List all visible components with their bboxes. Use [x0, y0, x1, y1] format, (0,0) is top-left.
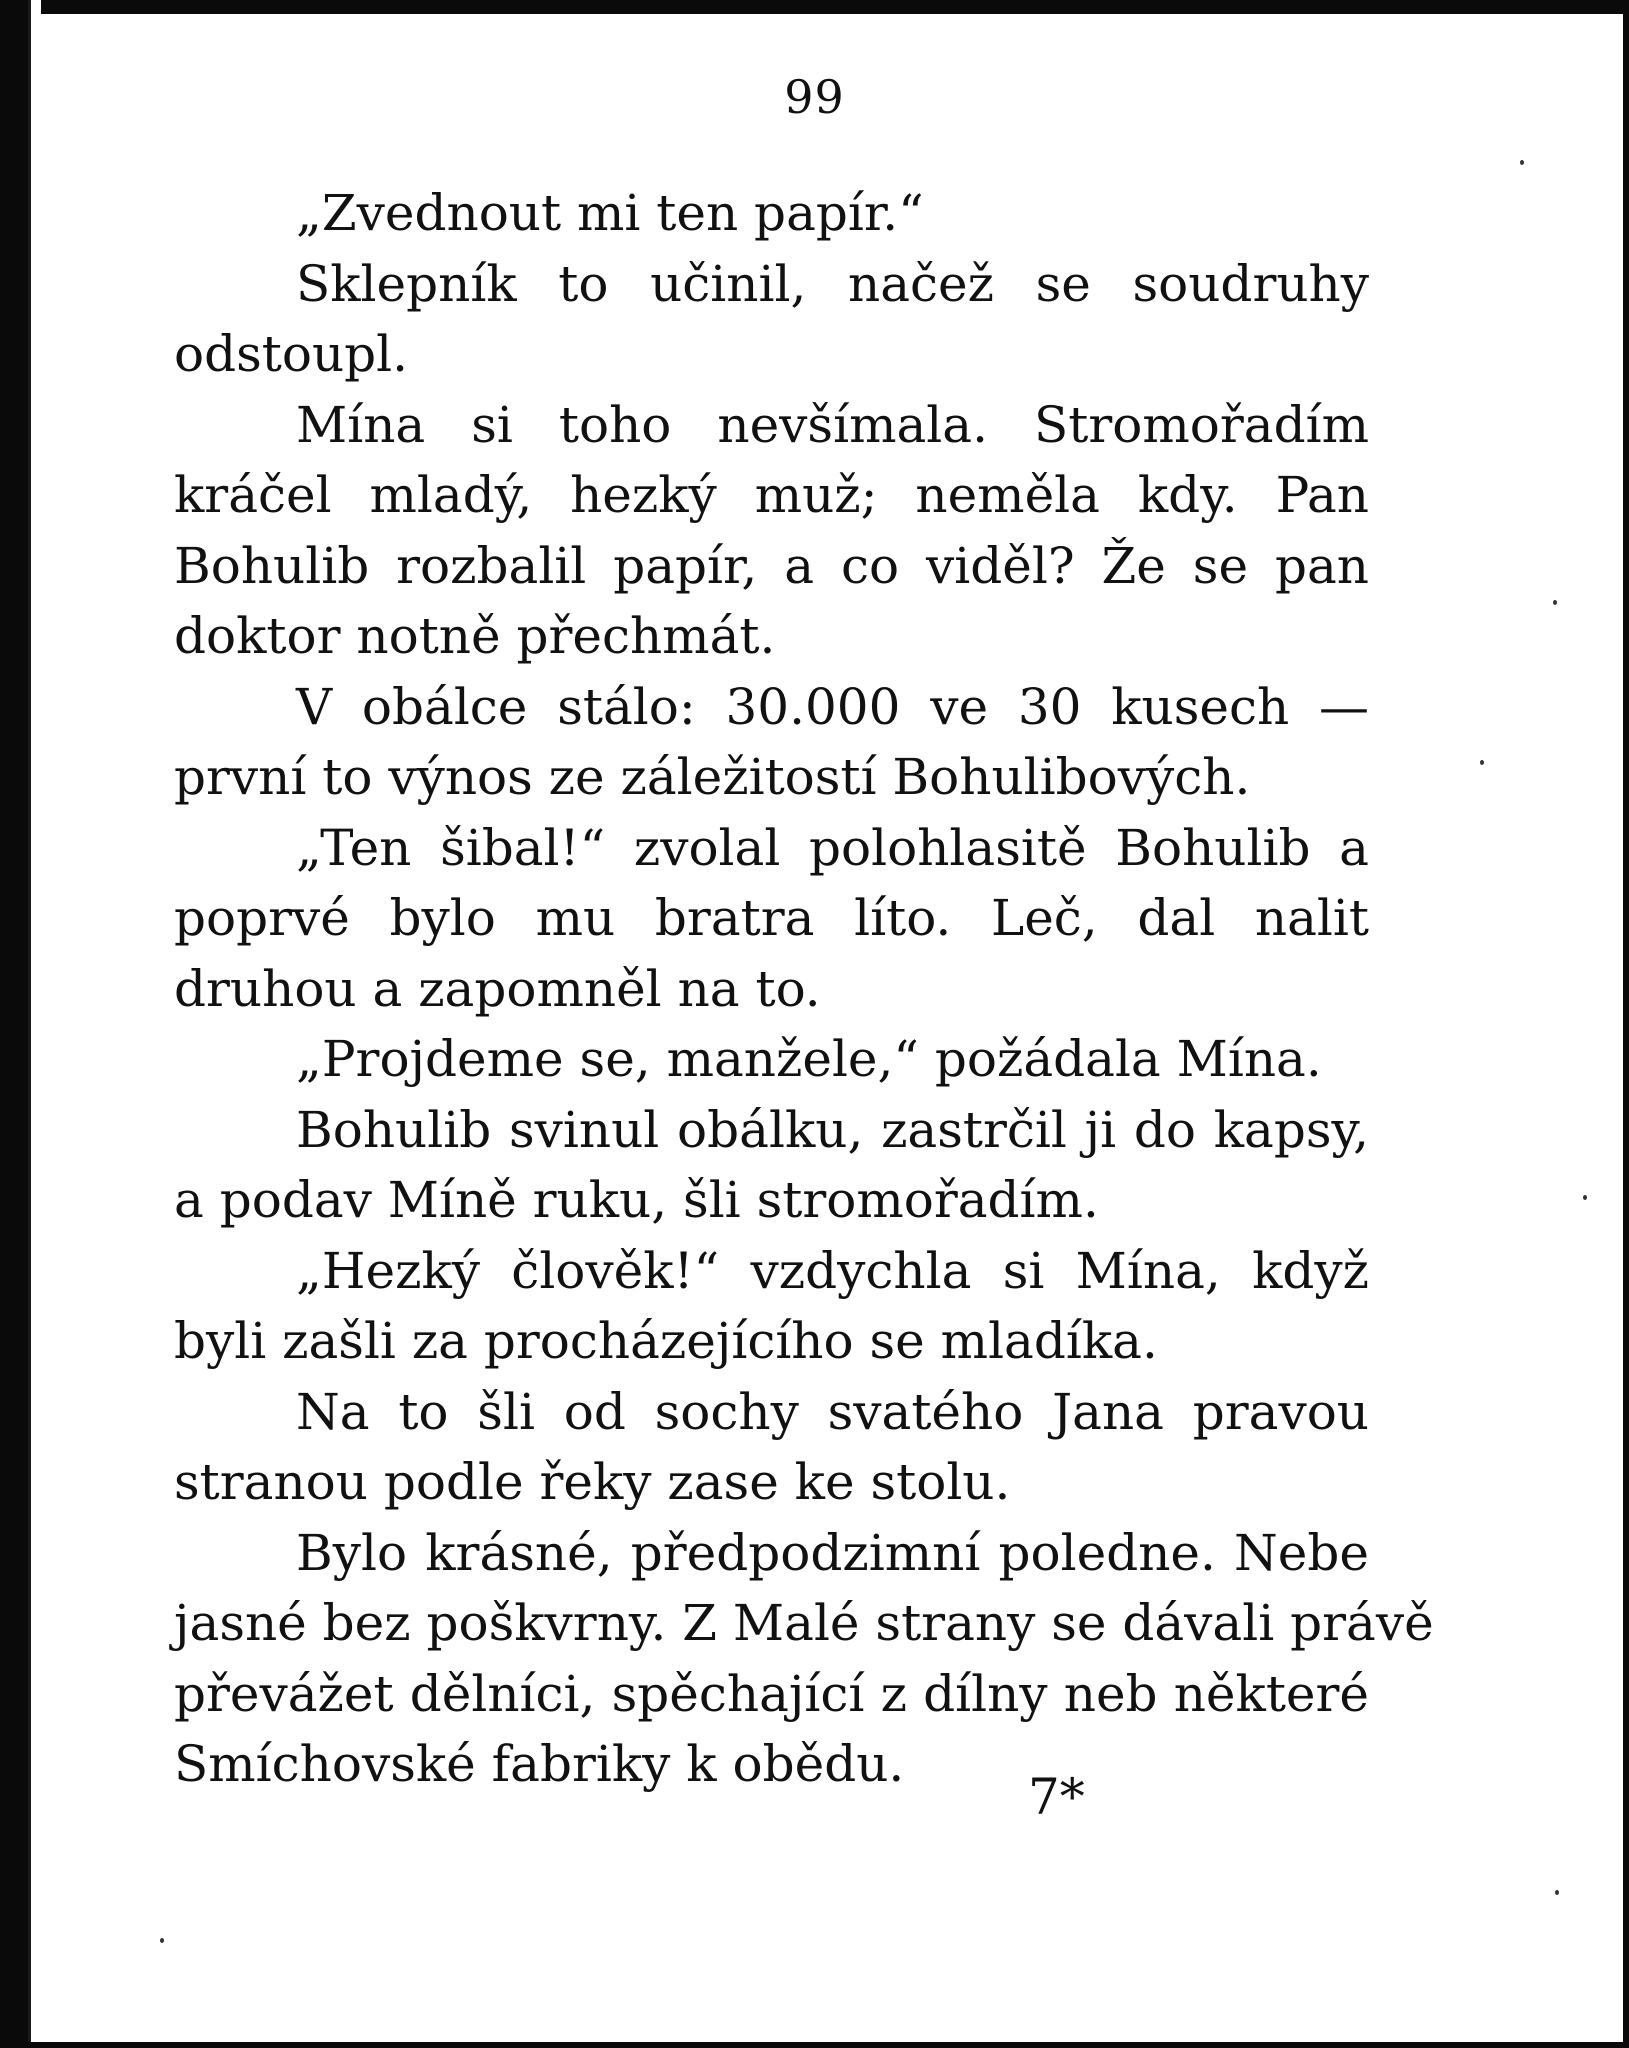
- text-line: kráčel mladý, hezký muž; neměla kdy. Pan: [174, 466, 1369, 524]
- body-text: [174, 178, 1434, 1800]
- scan-border-bottom: [0, 2042, 1629, 2048]
- text-line: jasné bez poškvrny. Z Malé strany se dávali právě: [174, 1594, 1434, 1652]
- scan-border-right: [1623, 0, 1629, 2048]
- scan-speck: [1520, 160, 1524, 165]
- text-line: první to výnos ze záležitostí Bohulibových.: [174, 748, 1251, 806]
- scan-speck: [1555, 1890, 1559, 1895]
- text-line: Smíchovské fabriky k obědu.: [174, 1735, 905, 1793]
- text-line: poprvé bylo mu bratra líto. Leč, dal nalit: [174, 889, 1369, 947]
- scan-border-left-inner: [28, 0, 41, 2048]
- text-line: „Ten šibal!“ zvolal polohlasitě Bohulib a: [296, 818, 1369, 877]
- text-line: stranou podle řeky zase ke stolu.: [174, 1453, 1011, 1511]
- text-line: převážet dělníci, spěchající z dílny neb některé: [174, 1664, 1369, 1723]
- text-line: Bohulib rozbalil papír, a co viděl? Že se pan: [174, 536, 1369, 595]
- text-line: doktor notně přechmát.: [174, 607, 776, 665]
- page-number: 99: [784, 70, 845, 124]
- text-line: odstoupl.: [174, 325, 409, 383]
- text-line: Mína si toho nevšímala. Stromořadím: [296, 395, 1369, 454]
- scan-speck: [1583, 1195, 1587, 1200]
- text-line: byli zašli za procházejícího se mladíka.: [174, 1312, 1158, 1370]
- text-line: „Zvednout mi ten papír.“: [296, 184, 924, 242]
- text-line: „Hezký člověk!“ vzdychla si Mína, když: [296, 1241, 1369, 1300]
- text-line: Sklepník to učinil, načež se soudruhy: [296, 254, 1369, 313]
- text-line: Bylo krásné, předpodzimní poledne. Nebe: [296, 1523, 1369, 1582]
- scan-speck: [160, 1938, 164, 1943]
- scan-speck: [1553, 600, 1557, 605]
- scan-border-left: [0, 0, 28, 2048]
- text-line: Na to šli od sochy svatého Jana pravou: [296, 1382, 1369, 1441]
- scan-border-top: [0, 0, 1629, 14]
- scan-speck: [1480, 760, 1484, 765]
- text-line: V obálce stálo: 30.000 ve 30 kusech —: [296, 677, 1369, 736]
- text-line: druhou a zapomněl na to.: [174, 959, 821, 1018]
- text-line: Bohulib svinul obálku, zastrčil ji do kapsy,: [296, 1100, 1369, 1159]
- text-line: a podav Míně ruku, šli stromořadím.: [174, 1171, 1099, 1229]
- text-line: „Projdeme se, manželе,“ požádala Mína.: [296, 1030, 1322, 1088]
- signature-mark: 7*: [1028, 1768, 1085, 1826]
